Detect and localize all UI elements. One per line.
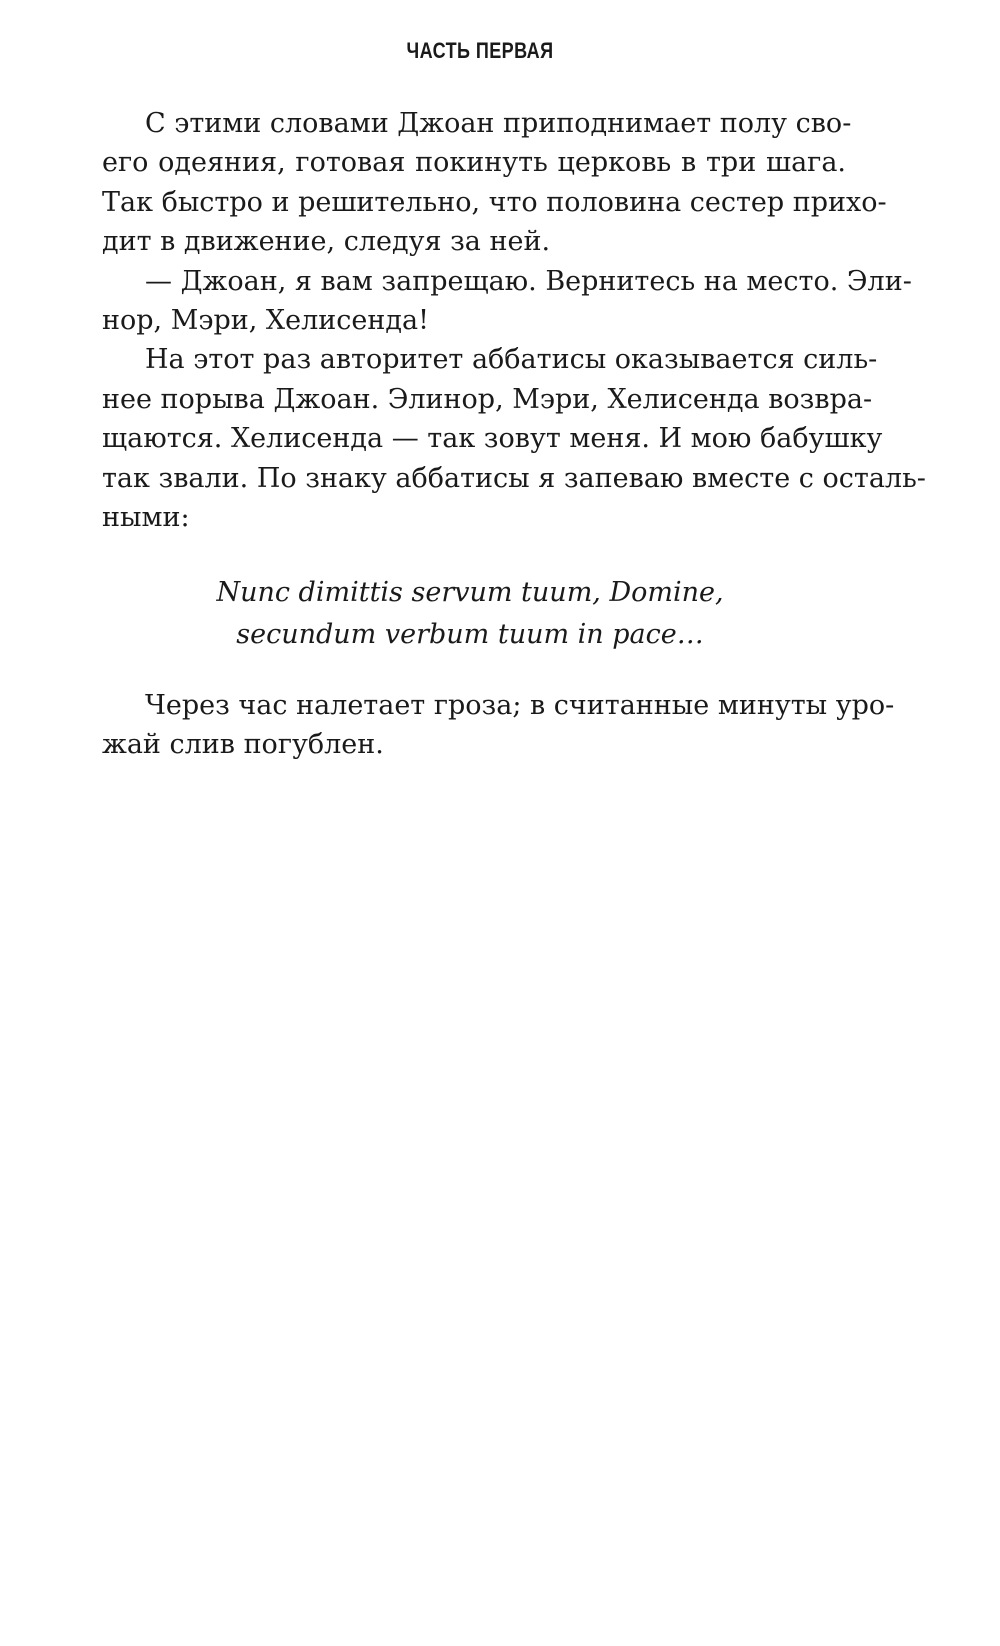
running-head: ЧАСТЬ ПЕРВАЯ (406, 38, 554, 63)
text-line: щаются. Хелисенда — так зовут меня. И мою бабушку (102, 423, 883, 455)
latin-verse (0, 572, 940, 656)
text-line: С этими словами Джоан приподнимает полу сво- (145, 108, 852, 139)
text-line: дит в движение, следуя за ней. (102, 226, 551, 258)
text-line: так звали. По знаку аббатисы я запеваю вместе с осталь- (102, 462, 926, 494)
text-line: нор, Мэри, Хелисенда! (102, 305, 429, 337)
text-line: жай слив погублен. (102, 729, 384, 761)
text-line: — Джоан, я вам запрещаю. Вернитесь на место. Эли- (145, 265, 912, 297)
text-line: ными: (102, 502, 190, 534)
body-text (102, 104, 926, 537)
text-line: На этот раз авторитет аббатисы оказывается силь- (145, 344, 878, 376)
text-line: нее порыва Джоан. Элинор, Мэри, Хелисенда возвра- (102, 383, 873, 415)
verse-line: secundum verbum tuum in pace… (236, 619, 704, 650)
verse-line: Nunc dimittis servum tuum, Domine, (216, 577, 724, 608)
text-line: Так быстро и решительно, что половина сестер прихо- (102, 186, 887, 218)
closing-paragraph (102, 686, 895, 765)
text-line: его одеяния, готовая покинуть церковь в три шага. (102, 147, 846, 179)
paragraph-1 (102, 104, 887, 262)
paragraph-2 (102, 262, 912, 341)
paragraph-3 (102, 340, 926, 537)
text-line: Через час налетает гроза; в считанные минуты уро- (145, 690, 895, 721)
